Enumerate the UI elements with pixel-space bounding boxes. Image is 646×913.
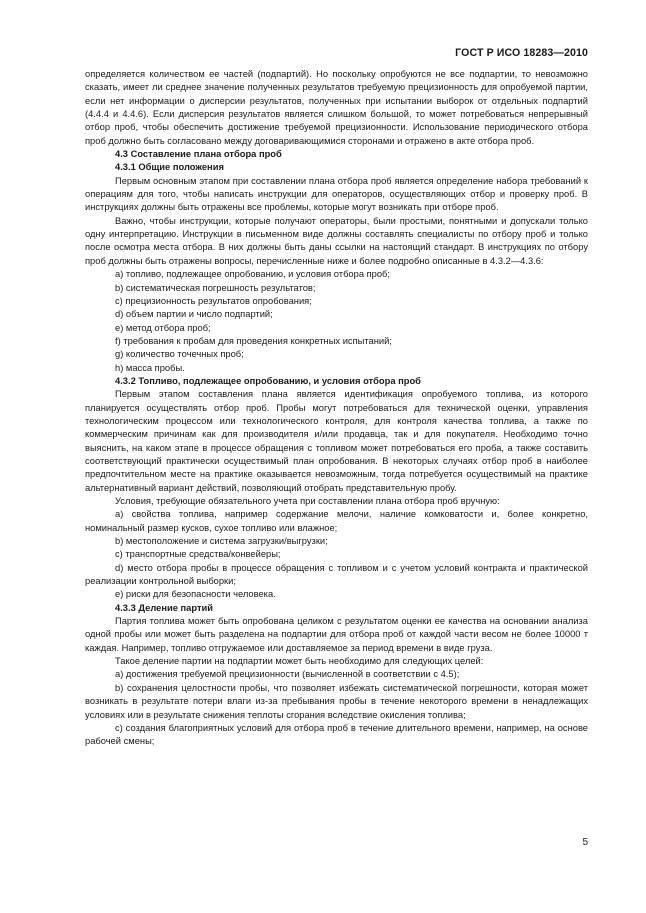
subsection-heading: 4.3.2 Топливо, подлежащее опробованию, и условия отбора проб [115, 375, 421, 386]
paragraph: Первым этапом составления плана является идентификация опробуемого топлива, из которого планируется осуществлять отбор проб. Пробы могут потребоваться для технической оценки, управления технологическим процессом или технологического контроля, для контроля качества топлива, а также по коммерческим причинам как для производителя и/или продавца, так и для покупателя. Необходимо точно выяснить, на каком этапе в процессе обращения с топливом может потребоваться его проба, а также составить соответствующий практически осуществимый план опробования. В некоторых случаях отбор проб в наиболее предпочтительном месте на практике оказывается невозможным, тогда потребуется осуществимый на практике альтернативный вариант действий, позволяющий отобрать представительную пробу. [85, 389, 588, 493]
paragraph: Условия, требующие обязательного учета при составлении плана отбора проб вручную: [115, 496, 500, 506]
list-item: a) топливо, подлежащее опробованию, и условия отбора проб; [115, 269, 391, 280]
list-item: c) прецизионность результатов опробования; [115, 295, 312, 306]
list-item: h) масса пробы. [115, 362, 185, 373]
list-item: a) свойства топлива, например содержание мелочи, наличие комковатости и, более конкретно, номинальный размер кусков, сухое топливо или влажное; [85, 509, 588, 533]
paragraph: Первым основным этапом при составлении плана отбора проб является определение набора требований к операциям для того, чтобы написать инструкции для операторов, осуществляющих отбор и проверку проб. В инструкциях должны быть отражены все проблемы, которые могут возникать при отборе проб. [85, 175, 588, 213]
paragraph: Партия топлива может быть опробована целиком с результатом оценки ее качества на основании анализа одной пробы или может быть разделена на подпартии для отбора проб от каждой части весом не более 10000 т каждая. Например, топливо отгружаемое или доставляемое за период времени в виде груза. [85, 616, 588, 653]
list-item: d) объем партии и число подпартий; [115, 309, 273, 320]
list-item: a) достижения требуемой прецизионности (вычисленной в соответствии с 4.5); [115, 669, 460, 680]
subsection-heading: 4.3.3 Деление партий [115, 602, 214, 613]
list-item: e) метод отбора проб; [115, 322, 211, 333]
subsection-heading: 4.3.1 Общие положения [115, 162, 224, 173]
paragraph: Важно, чтобы инструкции, которые получают операторы, были простыми, понятными и допускали только одну интерпретацию. Инструкции в письменном виде должны составлять специалисты по отбору проб и только после осмотра места отбора. В них должны быть даны ссылки на настоящий стандарт. В инструкциях по отбору проб должны быть отражены вопросы, перечисленные ниже и более подробно описанные в 4.3.2—4.3.6: [85, 215, 588, 266]
list-item: b) систематическая погрешность результатов; [115, 282, 316, 293]
list-item: c) транспортные средства/конвейеры; [115, 549, 281, 560]
list-item: b) местоположение и система загрузки/выгрузки; [115, 536, 328, 547]
page-number: 5 [582, 837, 588, 848]
paragraph: определяется количеством ее частей (подпартий). Но поскольку опробуются не все подпартии, то невозможно сказать, имеет ли среднее значение полученных результатов требуемую прецизионность для опробуемой партии, если нет информации о дисперсии результатов, полученных при испытании выборок от отдельных подпартий (4.4.4 и 4.4.6). Если дисперсия результатов является слишком большой, то может потребоваться непрерывный отбор проб, чтобы обеспечить достижение требуемой прецизионности. Использование периодического отбора проб должно быть согласовано между договаривающимися сторонами и отражено в акте отбора проб. [85, 69, 588, 146]
list-item: b) сохранения целостности пробы, что позволяет избежать систематической погрешности, которая может возникать в результате потери влаги из-за пребывания пробы в течение некоторого времени в ненадлежащих условиях или в результате снижения теплоты сгорания вследствие окисления топлива; [85, 682, 588, 720]
page-body [85, 68, 588, 749]
list-item: c) создания благоприятных условий для отбора проб в течение длительного времени, например, на основе рабочей смены; [85, 722, 588, 747]
section-heading: 4.3 Составление плана отбора проб [115, 149, 282, 160]
list-item: f) требования к пробам для проведения конкретных испытаний; [115, 335, 392, 346]
paragraph: Такое деление партии на подпартии может быть необходимо для следующих целей: [115, 656, 484, 667]
list-item: g) количество точечных проб; [115, 349, 244, 360]
list-item: d) место отбора пробы в процессе обращения с топливом и с учетом условий контракта и практической реализации контрольной выборки; [85, 562, 588, 587]
list-item: e) риски для безопасности человека. [115, 589, 276, 600]
standard-header: ГОСТ Р ИСО 18283—2010 [455, 47, 588, 59]
